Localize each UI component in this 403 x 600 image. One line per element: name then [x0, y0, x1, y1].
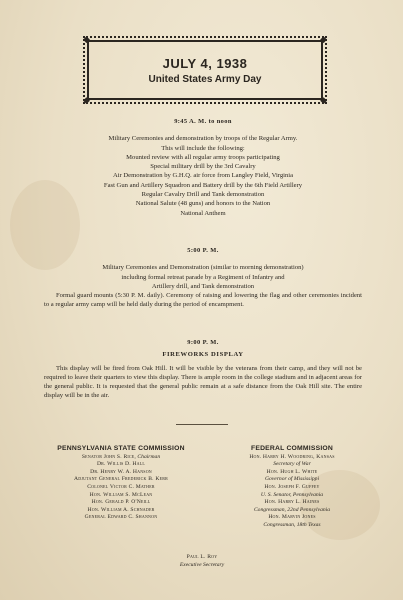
morning-line: Air Demonstration by G.H.Q. air force from Langley Field, Virginia: [112, 172, 294, 180]
secretary-role: Executive Secretary: [179, 561, 225, 568]
morning-line: Fast Gun and Artillery Squadron and Battery drill by the 6th Field Artillery: [103, 181, 303, 189]
pa-commission-title: PENNSYLVANIA STATE COMMISSION: [57, 445, 185, 452]
afternoon-line: Artillery drill, and Tank demonstration: [151, 282, 255, 290]
commission-member-role: Governor of Mississippi: [264, 476, 320, 483]
afternoon-paragraph: Formal guard mounts (5:30 P. M. daily). Ceremony of raising and lowering the flag and other ceremonies incident to a regular army camp will be held daily during the period of encampment.: [44, 292, 362, 309]
afternoon-line: Military Ceremonies and Demonstration (similar to morning demonstration): [102, 264, 304, 272]
morning-section: [44, 117, 362, 218]
commission-member: Hon. Marvin Jones: [268, 514, 316, 521]
commission-member-role: Secretary of War: [273, 461, 311, 468]
evening-time: 9:00 P. M.: [187, 339, 219, 346]
commission-member: Hon. Hugh L. White: [266, 468, 318, 475]
fireworks-title: FIREWORKS DISPLAY: [162, 351, 244, 359]
fireworks-paragraph: This display will be fired from Oak Hill. It will be visible by the veterans from their camp, and they will not be required to leave their quarters to view this display. There is ample room in the college stadium and in adjacent areas for the general public. It is requested that the general public remain at a safe distance from the Oak Hill site. The entire display will be in the air.: [44, 364, 362, 400]
morning-line: National Anthem: [180, 209, 226, 217]
header-box: [83, 34, 327, 105]
afternoon-time: 5:00 P. M.: [187, 247, 219, 254]
evening-section: [44, 338, 362, 401]
commission-member: Hon. William S. McLean: [89, 491, 153, 498]
diamond-ornament-icon: ◆: [320, 34, 327, 44]
commission-member: Senator John S. Rice, Chairman: [81, 453, 161, 460]
header-title: United States Army Day: [148, 73, 262, 85]
diamond-ornament-icon: ◆: [83, 95, 90, 105]
commission-member: Hon. Joseph F. Guffey: [264, 483, 320, 490]
morning-line: Regular Cavalry Drill and Tank demonstration: [141, 191, 265, 199]
commission-member: Dr. Willis D. Hall: [96, 461, 146, 468]
header-date: JULY 4, 1938: [162, 55, 248, 71]
pa-commission: [36, 445, 206, 522]
commission-member-role: Congressman, 22nd Pennsylvania: [253, 506, 331, 513]
federal-commission-title: FEDERAL COMMISSION: [250, 445, 334, 452]
commission-member: Hon. Harry L. Haines: [264, 499, 320, 506]
commission-member: Hon. Gerald P. O'Neill: [91, 499, 151, 506]
morning-line: National Salute (48 guns) and honors to the Nation: [135, 200, 271, 208]
diamond-ornament-icon: ◆: [320, 95, 327, 105]
secretary-name: Paul L. Roy: [186, 554, 218, 560]
morning-line: This will include the following:: [161, 144, 245, 152]
afternoon-line: including formal retreat parade by a Regiment of Infantry and: [121, 273, 285, 281]
diamond-ornament-icon: ◆: [83, 34, 90, 44]
commission-member-role: U. S. Senator, Pennsylvania: [260, 491, 324, 498]
commission-member: Adjutant General Frederick B. Kerr: [74, 476, 168, 483]
commission-member: Hon. William A. Schnader: [87, 506, 155, 513]
federal-commission: [208, 445, 376, 530]
commission-member: Hon. Harry H. Woodring, Kansas: [249, 453, 335, 460]
morning-line: Mounted review with all regular army troops participating: [126, 153, 280, 161]
afternoon-section: [44, 246, 362, 310]
morning-time: 9:45 A. M. to noon: [174, 118, 232, 125]
executive-secretary: [140, 554, 264, 569]
commission-member: General Edward C. Shannon: [84, 514, 158, 521]
morning-line: Military Ceremonies and demonstration by troops of the Regular Army.: [108, 135, 298, 143]
commission-member-role: Congressman, 18th Texas: [263, 521, 321, 528]
morning-line: Special military drill by the 3rd Cavalry: [150, 163, 256, 171]
commission-member: Colonel Victor C. Mather: [87, 483, 155, 490]
commission-member: Dr. Henry W. A. Hanson: [90, 468, 152, 475]
divider: [176, 424, 228, 425]
